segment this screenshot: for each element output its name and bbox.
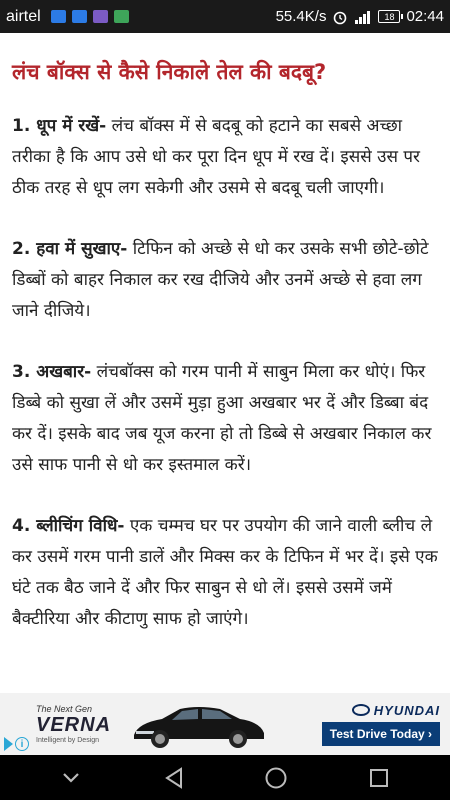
article-paragraph xyxy=(12,511,438,635)
clock: 02:44 xyxy=(406,8,444,25)
ad-model-name: VERNA xyxy=(36,714,112,736)
status-left xyxy=(6,8,129,26)
alarm-icon xyxy=(332,9,348,25)
section-heading: 1. धूप में रखें- xyxy=(12,116,107,136)
adchoices[interactable] xyxy=(0,737,29,751)
carrier-name: airtel xyxy=(6,7,41,25)
messenger-icon xyxy=(51,10,66,23)
recent-apps-icon[interactable] xyxy=(359,758,399,798)
chevron-down-icon[interactable] xyxy=(51,758,91,798)
info-icon[interactable]: i xyxy=(15,737,29,751)
article-content xyxy=(0,33,450,693)
ad-right-block xyxy=(322,703,440,746)
home-icon[interactable] xyxy=(256,758,296,798)
hyundai-logo-icon xyxy=(352,704,370,716)
test-drive-button[interactable]: Test Drive Today › xyxy=(322,722,440,746)
gallery-icon xyxy=(72,10,87,23)
section-body: एक चम्मच घर पर उपयोग की जाने वाली ब्लीच ले कर उसमें गरम पानी डालें और मिक्स कर के टिफिन में भर दें। इसे एक घंटे तक बैठ जाने दें और फिर साबुन से धो लें। इससे उसमें जमें बैक्टीरिया और कीटाणु साफ हो जाएंगे। xyxy=(12,516,438,629)
section-heading: 4. ब्लीचिंग विधि- xyxy=(12,516,125,536)
section-body: टिफिन को अच्छे से धो कर उसके सभी छोटे-छोटे डिब्बों को बाहर निकाल कर रख दीजिये और उनमें अच्छे से हवा लग जाने दीजिये। xyxy=(12,239,429,321)
ad-brand-name: HYUNDAI xyxy=(373,702,440,718)
article-paragraph xyxy=(12,111,438,204)
status-bar xyxy=(0,0,450,33)
section-heading: 3. अखबार- xyxy=(12,362,92,382)
hyundai-brand xyxy=(352,703,440,718)
ad-banner[interactable] xyxy=(0,693,450,755)
section-body: लंच बॉक्स में से बदबू को हटाने का सबसे अच्छा तरीका है कि आप उसे धो कर पूरा दिन धूप में रख दें। इससे उस पर ठीक तरह से धूप लग सकेगी और उसमे से बदबू चली जाएगी। xyxy=(12,116,420,198)
section-heading: 2. हवा में सुखाए- xyxy=(12,239,128,259)
network-speed: 55.4K/s xyxy=(275,8,327,25)
adchoices-icon[interactable] xyxy=(4,737,13,751)
back-icon[interactable] xyxy=(154,758,194,798)
play-store-icon xyxy=(114,10,129,23)
battery-icon xyxy=(378,10,400,23)
article-title: लंच बॉक्स से कैसे निकाले तेल की बदबू? xyxy=(12,60,327,84)
article-paragraph xyxy=(12,357,438,481)
ad-subline: Intelligent by Design xyxy=(36,737,100,744)
car-image xyxy=(128,697,268,751)
signal-icon xyxy=(354,9,372,25)
section-body: लंचबॉक्स को गरम पानी में साबुन मिला कर धोएं। फिर डिब्बे को सुखा लें और उसमें मुड़ा हुआ अखबार भर दें और डिब्बा बंद कर दें। इसके बाद जब यूज करना हो तो डिब्बे से अखबार निकाल कर उसे साफ पानी से धो कर इस्तमाल करें। xyxy=(12,362,432,475)
battery-level: 18 xyxy=(384,11,395,22)
status-right xyxy=(276,8,444,25)
article-paragraph xyxy=(12,234,438,327)
navigation-bar xyxy=(0,755,450,800)
ad-tagline: The Next Gen xyxy=(36,704,93,714)
gallery-icon xyxy=(93,10,108,23)
